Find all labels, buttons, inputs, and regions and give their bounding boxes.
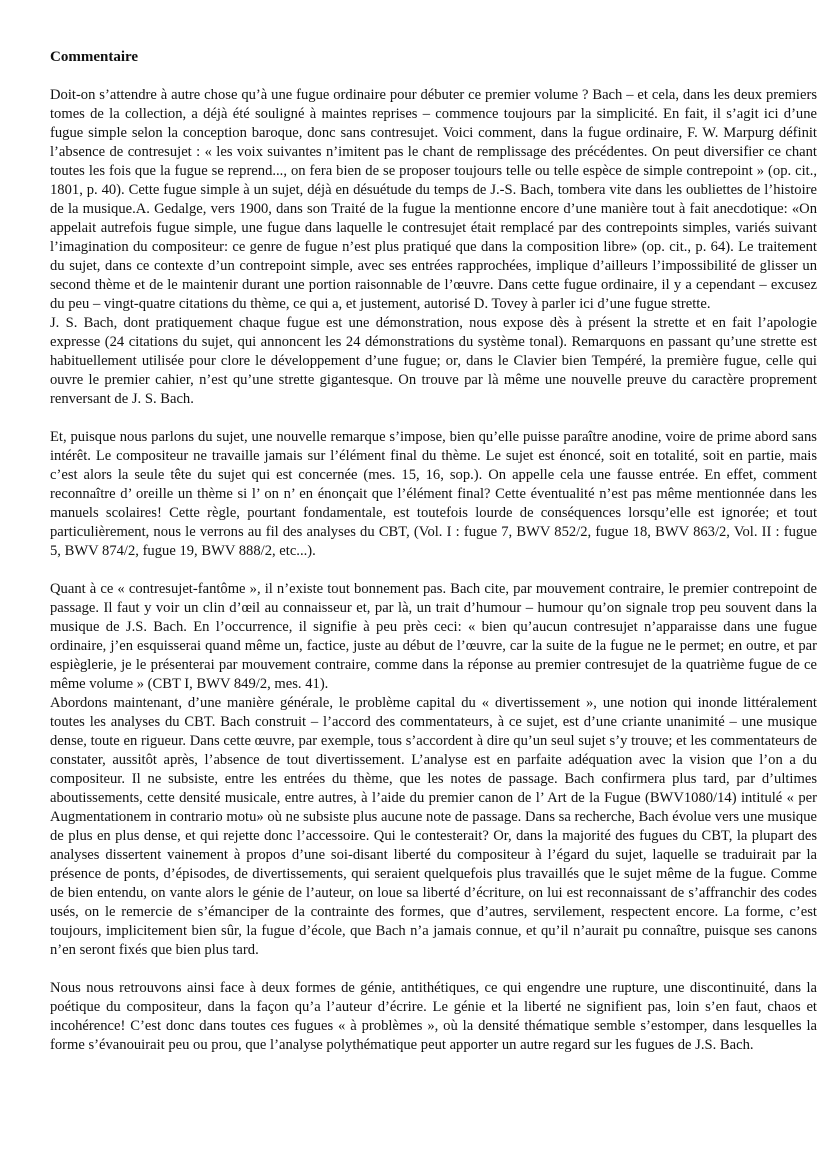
paragraph-strette: J. S. Bach, dont pratiquement chaque fugue est une démonstration, nous expose dès à présent la strette et en fait l’apologie expresse (24 citations du sujet, qui annoncent les 24 démonstrations du système tonal). Remarquons en passant qu’une strette est habituellement utilisée pour clore le développement d’une fugue; or, dans le Clavier bien Tempéré, la première fugue, celle qui ouvre le premier cahier, n’est qu’une strette gigantesque. On trouve par là même une nouvelle preuve du caractère proprement renversant de J. S. Bach. <box>50 315 817 407</box>
paragraph-gap <box>50 960 817 979</box>
paragraph-formes-de-genie: Nous nous retrouvons ainsi face à deux formes de génie, antithétiques, ce qui engendre une rupture, une discontinuité, dans la poétique du compositeur, dans la façon qu’a l’auteur d’écrire. Le génie et la liberté ne signifient pas, loin s’en faut, chaos et incohérence! C’est donc dans toutes ces fugues « à problèmes », où la densité thématique semble s’estomper, dans lesquelles la forme s’évanouirait peu ou prou, que l’analyse polythématique peut apporter un autre regard sur les fugues de J.S. Bach. <box>50 980 817 1053</box>
paragraph-element-final: Et, puisque nous parlons du sujet, une nouvelle remarque s’impose, bien qu’elle puisse paraître anodine, voire de prime abord sans intérêt. Le compositeur ne travaille jamais sur l’élément final du thème. Le sujet est énoncé, soit en totalité, soit en partie, mais c’est alors la seule tête du sujet qui est concernée (mes. 15, 16, sop.). On appelle cela une fausse entrée. En effet, comment reconnaître d’ oreille un thème si l’ on n’ en énonçait que l’élément final? Cette éventualité n’est pas même mentionnée dans les manuels scolaires! Cette règle, pourtant fondamentale, est toutefois lourde de conséquences lorsqu’elle est ignorée; et tout particulièrement, nous le verrons au fil des analyses du CBT, (Vol. I : fugue 7, BWV 852/2, fugue 18, BWV 863/2, Vol. II : fugue 5, BWV 874/2, fugue 19, BWV 888/2, etc...). <box>50 429 817 559</box>
paragraph-gap <box>50 561 817 580</box>
paragraph-gap <box>50 409 817 428</box>
paragraph-fugue-simple: Doit-on s’attendre à autre chose qu’à une fugue ordinaire pour débuter ce premier volume ? Bach – et cela, dans les deux premiers tomes de la collection, a déjà été souligné à maintes reprises – commence toujours par la simplicité. En fait, il s’agit ici d’une fugue simple selon la conception baroque, donc sans contresujet. Voici comment, dans la fugue ordinaire, F. W. Marpurg définit l’absence de contresujet : « les voix suivantes n’imitent pas le chant de remplissage des précédentes. On peut diversifier ce chant toutes les fois que la fugue se reprend..., on fera bien de se proposer toujours telle ou telle espèce de simple contrepoint » (op. cit., 1801, p. 40). Cette fugue simple à un sujet, déjà en désuétude du temps de J.-S. Bach, tombera vite dans les oubliettes de l’histoire de la musique.A. Gedalge, vers 1900, dans son Traité de la fugue la mentionne encore d’une manière tout à fait anecdotique: «On appelait autrefois fugue simple, une fugue dans laquelle le contresujet était remplacé par des contrepoints simples, variés suivant l’imagination du compositeur: ce genre de fugue n’est plus pratiqué que dans la composition libre» (op. cit., p. 64). Le traitement du sujet, dans ce contexte d’un contrepoint simple, avec ses entrées rapprochées, implique d’ailleurs l’impossibilité de glisser un second thème et de le maintenir durant une portion raisonnable de l’œuvre. Dans cette fugue ordinaire, il y a cependant – excusez du peu – vingt-quatre citations du thème, ce qui a, et justement, autorisé D. Tovey à parler ici d’une fugue strette. <box>50 87 817 312</box>
document-page <box>50 48 817 1055</box>
section-title: Commentaire <box>50 49 139 65</box>
paragraph-contresujet-fantome: Quant à ce « contresujet-fantôme », il n’existe tout bonnement pas. Bach cite, par mouvement contraire, le premier contrepoint de passage. Il faut y voir un clin d’œil au connaisseur et, par là, un trait d’humour – humour qu’on signale trop peu souvent dans la musique de J.S. Bach. En l’occurrence, il signifie à peu près ceci: « bien qu’aucun contresujet n’apparaisse dans une fugue ordinaire, j’en esquisserai quand même un, factice, juste au début de l’œuvre, car la suite de la fugue ne le permet; en outre, et par espièglerie, je le présenterai par mouvement contraire, comme dans la réponse au premier contresujet de la quatrième fugue de ce même volume » (CBT I, BWV 849/2, mes. 41). <box>50 581 817 692</box>
paragraph-divertissement: Abordons maintenant, d’une manière générale, le problème capital du « divertissement », une notion qui inonde littéralement toutes les analyses du CBT. Bach construit – l’accord des commentateurs, à ce sujet, est d’une criante unanimité – une musique dense, toute en rigueur. Dans cette œuvre, par exemple, tous s’accordent à dire qu’un seul sujet s’y trouve; et les commentateurs de constater, aussitôt après, l’absence de tout divertissement. L’analyse est en parfaite adéquation avec la vision que l’on a du compositeur. Il ne subsiste, entre les entrées du thème, que les notes de passage. Bach confirmera plus tard, par d’ultimes aboutissements, cette densité musicale, entre autres, à l’aide du premier canon de l’ Art de la Fugue (BWV1080/14) intitulé « per Augmentationem in contrario motu» où ne subsiste plus aucune note de passage. Dans sa recherche, Bach évolue vers une musique de plus en plus dense, et qui rejette donc l’accessoire. Qui le contesterait? Or, dans la majorité des fugues du CBT, la plupart des analyses dissertent vainement à propos d’une soi-disant liberté du compositeur à l’égard du sujet, laquelle se traduirait par la présence de ponts, d’épisodes, de divertissements, qui seraient quelquefois plus travaillés que le sujet même de la fugue. Comme de bien entendu, on vante alors le génie de l’auteur, on loue sa liberté d’écriture, on lui est reconnaissant de s’affranchir des codes usés, on le remercie de s’émanciper de la contrainte des formes, que d’autres, servilement, respectent encore. La forme, c’est toujours, implicitement bien sûr, la fugue d’école, que Bach n’a jamais connue, et qu’il n’aurait pu connaître, puisque ses canons n’en seront fixés que bien plus tard. <box>50 695 817 958</box>
